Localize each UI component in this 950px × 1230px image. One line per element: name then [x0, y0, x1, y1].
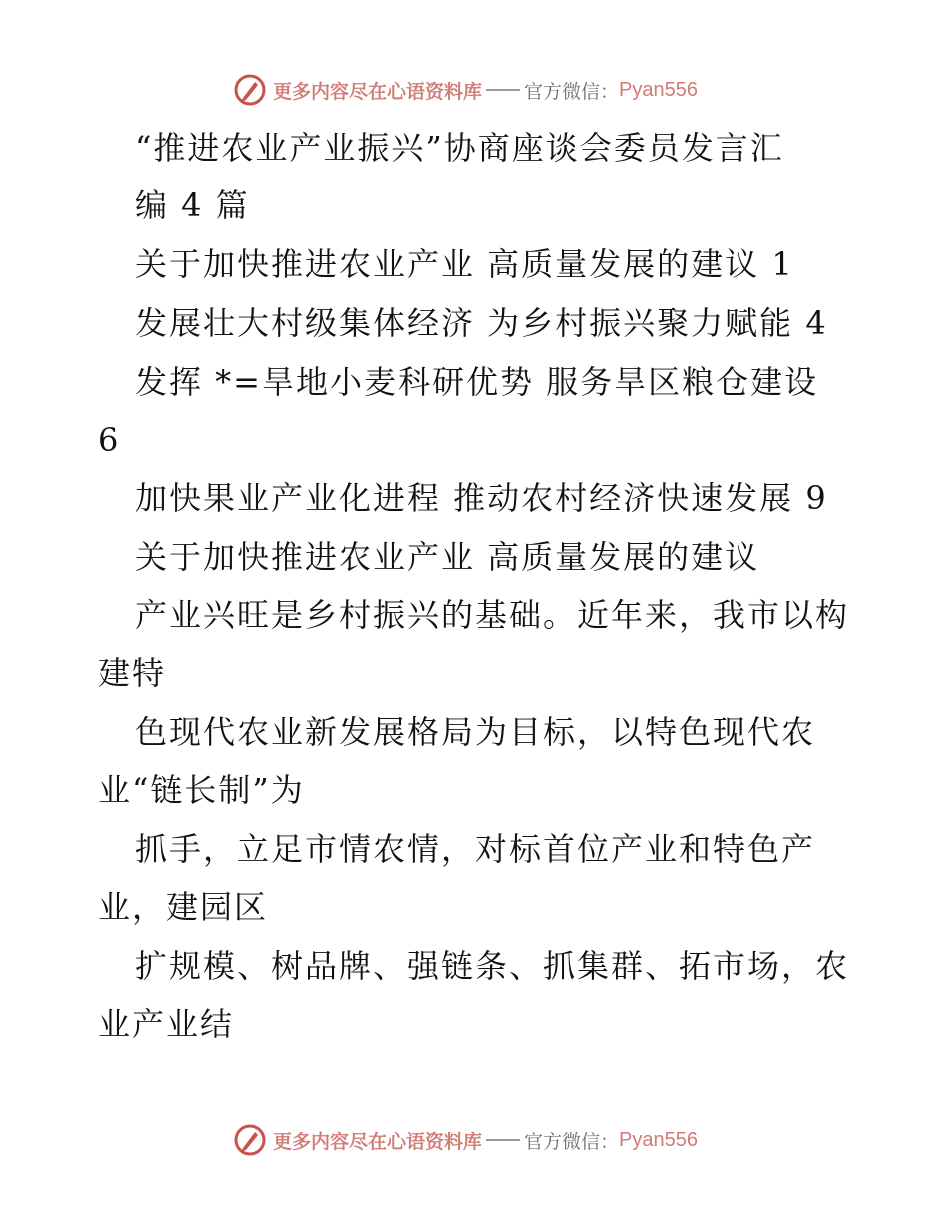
- paragraph-line-2: 建特: [98, 654, 167, 692]
- watermark-id: Pyan556: [619, 78, 698, 101]
- watermark-official: 官方微信：: [524, 1130, 620, 1153]
- header-watermark: [233, 70, 753, 110]
- toc-item-1: 关于加快推进农业产业 高质量发展的建议 1: [135, 245, 794, 283]
- watermark-brand: 更多内容尽在心语资料库: [273, 1130, 483, 1153]
- watermark-dash: [486, 89, 520, 91]
- paragraph-line-3: 色现代农业新发展格局为目标，以特色现代农: [135, 713, 816, 751]
- doc-title-line-2: 编 4 篇: [135, 186, 250, 224]
- section-heading: 关于加快推进农业产业 高质量发展的建议: [135, 538, 760, 576]
- paragraph-line-4: 业“链长制”为: [98, 771, 305, 809]
- paragraph-line-8: 业产业结: [98, 1005, 235, 1043]
- toc-item-3: 发挥 *=旱地小麦科研优势 服务旱区粮仓建设: [135, 363, 819, 401]
- paragraph-line-5: 抓手，立足市情农情，对标首位产业和特色产: [135, 830, 816, 868]
- toc-item-2: 发展壮大村级集体经济 为乡村振兴聚力赋能 4: [135, 304, 828, 342]
- watermark-dash: [486, 1139, 520, 1141]
- watermark-official: 官方微信：: [524, 80, 620, 103]
- pen-logo-icon: [233, 1123, 267, 1157]
- toc-item-4: 加快果业产业化进程 推动农村经济快速发展 9: [135, 479, 828, 517]
- doc-title-line-1: “推进农业产业振兴”协商座谈会委员发言汇: [135, 129, 784, 167]
- watermark-brand: 更多内容尽在心语资料库: [273, 80, 483, 103]
- paragraph-line-1: 产业兴旺是乡村振兴的基础。近年来，我市以构: [135, 596, 850, 634]
- watermark-id: Pyan556: [619, 1128, 698, 1151]
- footer-watermark: [233, 1120, 753, 1160]
- pen-logo-icon: [233, 73, 267, 107]
- toc-item-3-page: 6: [98, 421, 121, 459]
- paragraph-line-6: 业，建园区: [98, 888, 269, 926]
- paragraph-line-7: 扩规模、树品牌、强链条、抓集群、拓市场，农: [135, 947, 850, 985]
